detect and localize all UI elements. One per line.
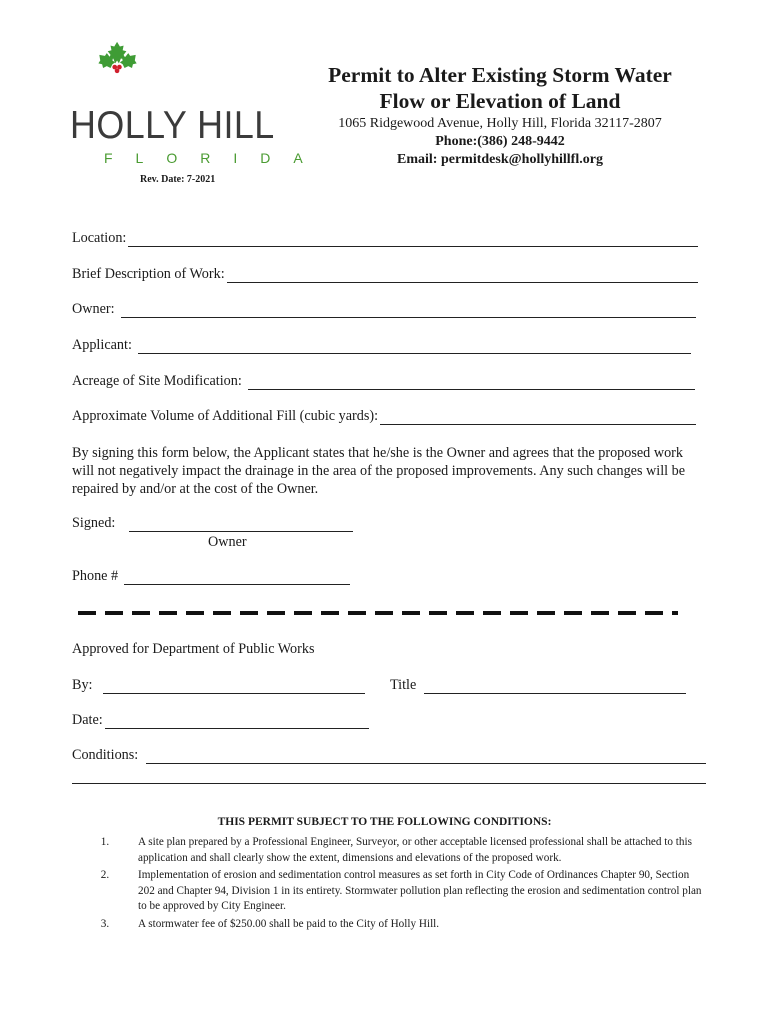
- conditions-line-1[interactable]: [146, 749, 706, 764]
- phone-field[interactable]: [72, 568, 350, 585]
- owner-caption: Owner: [208, 534, 247, 550]
- title-line-1: Permit to Alter Existing Storm Water: [328, 63, 672, 87]
- by-line[interactable]: [103, 679, 365, 694]
- description-field[interactable]: [72, 266, 698, 283]
- by-label: By:: [72, 677, 93, 693]
- applicant-line[interactable]: [138, 339, 691, 354]
- owner-line[interactable]: [121, 303, 696, 318]
- applicant-field[interactable]: [72, 337, 691, 354]
- location-line[interactable]: [128, 232, 698, 247]
- contact-block: [300, 115, 700, 169]
- conditions-line-2[interactable]: [72, 783, 706, 784]
- conditions-title: THIS PERMIT SUBJECT TO THE FOLLOWING CONDITIONS:: [217, 816, 552, 828]
- date-line[interactable]: [105, 714, 369, 729]
- title-line[interactable]: [424, 679, 686, 694]
- approval-heading: Approved for Department of Public Works: [72, 641, 315, 657]
- phone-line[interactable]: [124, 570, 350, 585]
- owner-field[interactable]: [72, 301, 696, 318]
- owner-label: Owner:: [72, 301, 115, 317]
- description-label: Brief Description of Work:: [72, 266, 225, 282]
- conditions-label: Conditions:: [72, 747, 139, 763]
- condition-item: [72, 868, 702, 915]
- condition-number: 1.: [100, 836, 110, 848]
- condition-text: A stormwater fee of $250.00 shall be paid to the City of Holly Hill.: [138, 918, 440, 930]
- holly-leaf-icon: [62, 40, 292, 110]
- condition-number: 2.: [100, 869, 110, 881]
- condition-item: [72, 835, 702, 866]
- description-line[interactable]: [227, 268, 698, 283]
- dashed-divider: [78, 611, 678, 615]
- condition-text: A site plan prepared by a Professional Engineer, Surveyor, or other acceptable licensed professional shall be attached to this application and shall clearly show the extent, dimensions and elevations of the proposed work.: [138, 836, 692, 864]
- date-field[interactable]: [72, 712, 369, 729]
- page-title: [300, 62, 700, 114]
- acreage-line[interactable]: [248, 375, 695, 390]
- owner-statement: By signing this form below, the Applicant states that he/she is the Owner and agrees that the proposed work will not negatively impact the drainage in the area of the proposed improvements. Any such changes will be repaired by and/or at the cost of the Owner.: [72, 445, 686, 497]
- revision-date: Rev. Date: 7-2021: [140, 174, 216, 185]
- location-field[interactable]: [72, 230, 698, 247]
- title-label: Title: [390, 677, 417, 693]
- location-label: Location:: [72, 230, 127, 246]
- signed-field[interactable]: [72, 515, 353, 532]
- signature-line[interactable]: [129, 517, 353, 532]
- acreage-label: Acreage of Site Modification:: [72, 373, 242, 389]
- title-field[interactable]: [390, 677, 686, 694]
- email: Email: permitdesk@hollyhillfl.org: [397, 152, 603, 167]
- applicant-label: Applicant:: [72, 337, 132, 353]
- acreage-field[interactable]: [72, 373, 695, 390]
- condition-number: 3.: [100, 918, 110, 930]
- condition-text: Implementation of erosion and sedimentation control measures as set forth in City Code of Ordinances Chapter 90, Section 202 and Chapter 94, Division 1 in its entirety. Stormwater pollution plan reflecting the erosion and sedimentation control plan to be approved by City Engineer.: [138, 869, 702, 912]
- logo-subtitle: FLORIDA: [104, 150, 326, 166]
- phone: Phone:(386) 248-9442: [435, 134, 565, 149]
- title-line-2: Flow or Elevation of Land: [379, 89, 621, 113]
- fill-volume-label: Approximate Volume of Additional Fill (cubic yards):: [72, 408, 379, 424]
- fill-volume-line[interactable]: [380, 410, 696, 425]
- logo-name: HOLLY HILL: [70, 104, 275, 147]
- condition-item: [72, 917, 702, 933]
- fill-volume-field[interactable]: [72, 408, 696, 425]
- signed-label: Signed:: [72, 515, 116, 531]
- conditions-field[interactable]: [72, 747, 706, 764]
- address: 1065 Ridgewood Avenue, Holly Hill, Florida 32117-2807: [338, 116, 662, 131]
- date-label: Date:: [72, 712, 103, 728]
- phone-label: Phone #: [72, 568, 119, 584]
- approved-by-field[interactable]: [72, 677, 365, 694]
